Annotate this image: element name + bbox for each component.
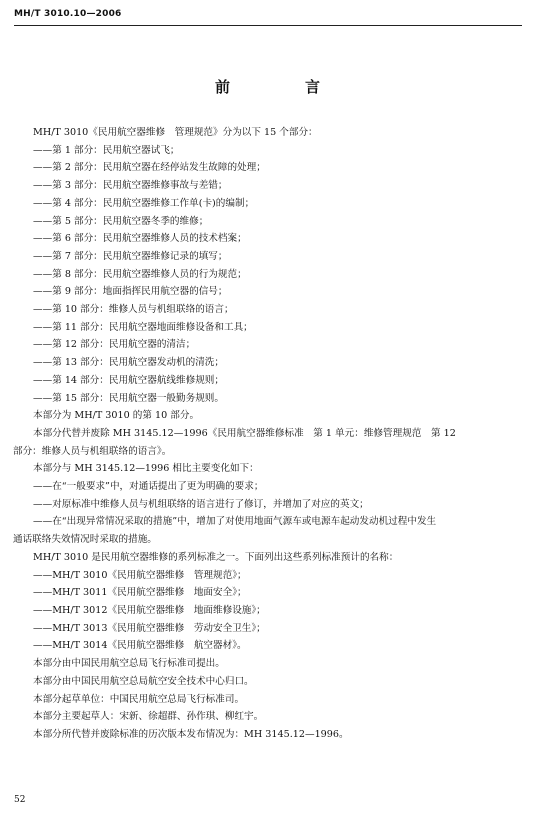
closing-paragraph: 本部分由中国民用航空总局航空安全技术中心归口。 bbox=[33, 675, 254, 687]
page-number: 52 bbox=[14, 795, 26, 805]
part-list-item: ——第 4 部分：民用航空器维修工作单(卡)的编制； bbox=[33, 197, 255, 209]
series-item: ——MH/T 3011《民用航空器维修 地面安全》； bbox=[33, 587, 247, 599]
closing-paragraph: 本部分主要起草人：宋新、徐超群、孙作琪、柳红宇。 bbox=[33, 711, 264, 723]
changes-intro: 本部分与 MH 3145.12—1996 相比主要变化如下： bbox=[33, 463, 259, 475]
replace-paragraph-line-1: 本部分代替并废除 MH 3145.12—1996《民用航空器维修标准 第 1 单元：维修管理规范 第 12 bbox=[33, 427, 456, 439]
part-list-item: ——第 11 部分：民用航空器地面维修设备和工具； bbox=[33, 321, 253, 333]
part-list-item: ——第 13 部分：民用航空器发动机的清洗； bbox=[33, 357, 224, 369]
part-list-item: ——第 1 部分：民用航空器试飞； bbox=[33, 144, 180, 156]
part-list-item: ——第 12 部分：民用航空器的清洁； bbox=[33, 339, 196, 351]
paragraph: 本部分为 MH/T 3010 的第 10 部分。 bbox=[33, 410, 200, 422]
change-item: ——在“一般要求”中，对通话提出了更为明确的要求； bbox=[33, 481, 264, 493]
part-list-item: ——第 6 部分：民用航空器维修人员的技术档案； bbox=[33, 233, 247, 245]
part-list-item: ——第 7 部分：民用航空器维修记录的填写； bbox=[33, 250, 228, 262]
series-item: ——MH/T 3012《民用航空器维修 地面维修设施》； bbox=[33, 604, 266, 616]
replace-paragraph-line-2: 部分：维修人员与机组联络的语言》。 bbox=[13, 445, 172, 457]
series-item: ——MH/T 3013《民用航空器维修 劳动安全卫生》； bbox=[33, 622, 266, 634]
part-list-item: ——第 8 部分：民用航空器维修人员的行为规范； bbox=[33, 268, 247, 280]
change-item-line-2: 通话联络失效情况时采取的措施。 bbox=[13, 534, 157, 546]
series-intro: MH/T 3010 是民用航空器维修的系列标准之一。下面列出这些系列标准预计的名称： bbox=[33, 551, 399, 563]
document-body bbox=[13, 124, 515, 744]
part-list-item: ——第 10 部分：维修人员与机组联络的语言； bbox=[33, 304, 234, 316]
part-list-item: ——第 5 部分：民用航空器冬季的维修； bbox=[33, 215, 209, 227]
header-rule bbox=[14, 25, 522, 26]
page-title: 前 言 bbox=[214, 78, 350, 96]
closing-paragraph: 本部分所代替并废除标准的历次版本发布情况为：MH 3145.12—1996。 bbox=[33, 728, 349, 740]
paragraph: MH/T 3010《民用航空器维修 管理规范》分为以下 15 个部分： bbox=[33, 127, 318, 138]
closing-paragraph: 本部分起草单位：中国民用航空总局飞行标准司。 bbox=[33, 693, 245, 705]
part-list-item: ——第 9 部分：地面指挥民用航空器的信号； bbox=[33, 286, 228, 298]
part-list-item: ——第 3 部分：民用航空器维修事故与差错； bbox=[33, 180, 228, 192]
closing-paragraph: 本部分由中国民用航空总局飞行标准司提出。 bbox=[33, 658, 225, 670]
part-list-item: ——第 15 部分：民用航空器一般勤务规则。 bbox=[33, 392, 224, 404]
series-item: ——MH/T 3014《民用航空器维修 航空器材》。 bbox=[33, 640, 247, 652]
part-list-item: ——第 2 部分：民用航空器在经停站发生故障的处理； bbox=[33, 162, 266, 174]
change-item: ——对原标准中维修人员与机组联络的语言进行了修订，并增加了对应的英文； bbox=[33, 498, 369, 510]
series-item: ——MH/T 3010《民用航空器维修 管理规范》； bbox=[33, 569, 247, 581]
part-list-item: ——第 14 部分：民用航空器航线维修规则； bbox=[33, 374, 224, 386]
standard-code-header: MH/T 3010.10—2006 bbox=[14, 9, 122, 19]
change-item-line-1: ——在“出现异常情况采取的措施”中，增加了对使用地面气源车或电源车起动发动机过程中发生 bbox=[33, 516, 437, 528]
